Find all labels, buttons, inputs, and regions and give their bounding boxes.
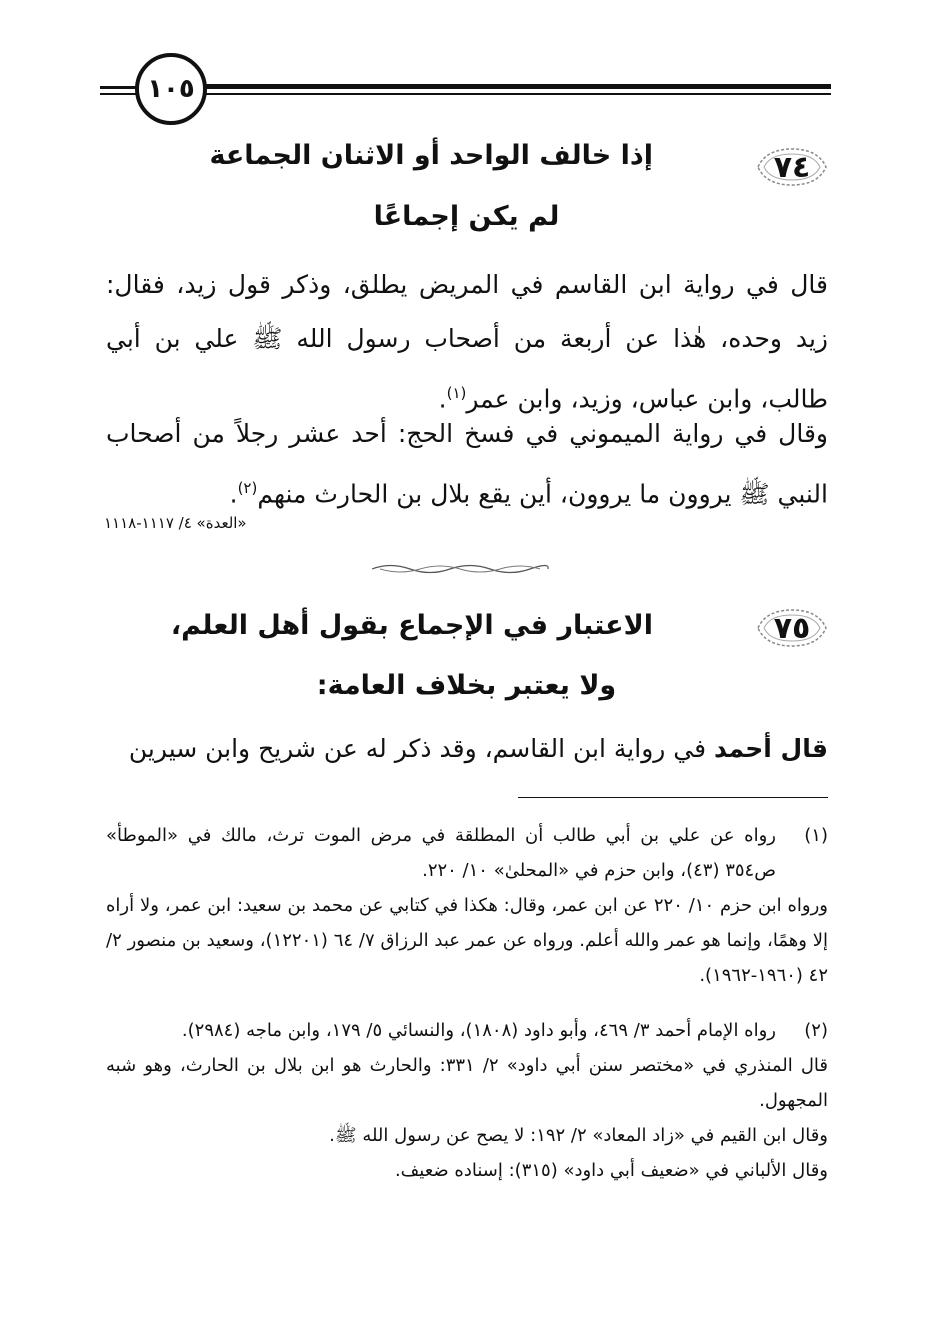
footnote-marker: (٢) [237,479,258,497]
footnote-line: رواه عن علي بن أبي طالب أن المطلقة في مرض الموت ترث، مالك في «الموطأ» ص٣٥٤ (٤٣)، وابن حزم في «المحلىٰ» ١٠/ ٢٢٠. [106,825,776,881]
paragraph-bold-text: قال أحمد [714,734,828,763]
section-text [106,722,828,776]
section-number: ٧٥ [773,610,811,646]
header-rule-thin [205,93,831,95]
footnote [106,1013,828,1188]
footnote-separator [518,797,828,798]
section-title: إذا خالف الواحد أو الاثنان الجماعة [209,140,653,171]
section-text-2 [106,407,828,521]
footnote-line: وقال الألباني في «ضعيف أبي داود» (٣١٥): إسناده ضعيف. [394,1160,828,1181]
footnote-line: وقال ابن القيم في «زاد المعاد» ٢/ ١٩٢: لا يصح عن رسول الله ﷺ. [329,1125,828,1146]
ornament-divider-icon [370,562,550,576]
paragraph: قال في رواية ابن القاسم في المريض يطلق، وذكر قول زيد، فقال: زيد وحده، هٰذا عن أربعة من أصحاب رسول الله ﷺ علي بن أبي طالب، وابن عباس، وزيد، وابن عمر$^{(١)}$. [106,270,828,414]
source-reference: «العدة» ٤/ ١١١٧-١١١٨ [104,514,247,532]
section-subtitle: ولا يعتبر بخلاف العامة: [316,670,617,701]
paragraph-text: في رواية ابن القاسم، وقد ذكر له عن شريح وابن سيرين [128,734,715,763]
paragraph-text: وقال في رواية الميموني في فسخ الحج: أحد عشر رجلاً من أصحاب النبي ﷺ يروون ما يروون، أين يقع بلال بن الحارث منهم [106,419,828,509]
footnote [106,818,828,993]
section-title: الاعتبار في الإجماع بقول أهل العلم، [170,610,653,641]
section-subtitle: لم يكن إجماعًا [373,201,560,232]
footnote-line: قال المنذري في «مختصر سنن أبي داود» ٢/ ٣٣١: والحارث هو ابن بلال بن الحارث، وهو شبه المجهول. [106,1055,829,1111]
footnote-number: (٢) [804,1020,828,1041]
footnote-line: ورواه ابن حزم ١٠/ ٢٢٠ عن ابن عمر، وقال: هكذا في كتابي عن محمد بن سعيد: ابن عمر، ولا أراه إلا وهمًا، وإنما هو عمر والله أعلم. ورواه عن عمر عبد الرزاق ٧/ ٦٤ (١٢٢٠١)، وسعيد بن منصور ٢/ ٤٢ (١٩٦٠-١٩٦٢). [106,895,828,986]
page-number: ١٠٥ [135,53,207,125]
footnote-marker: (١) [446,384,467,402]
section-number-badge [752,604,832,652]
header-rule [205,84,831,89]
header-rule-left [100,86,140,89]
paragraph-text: قال في رواية ابن القاسم في المريض يطلق، وذكر قول زيد، فقال: زيد وحده، هٰذا عن أربعة من أصحاب رسول الله ﷺ علي بن أبي طالب، وابن عباس، وزيد، وابن عمر [106,270,828,414]
header-rule-left-thin [100,93,140,95]
footnote-line: رواه الإمام أحمد ٣/ ٤٦٩، وأبو داود (١٨٠٨)، والنسائي ٥/ ١٧٩، وابن ماجه (٢٩٨٤). [181,1020,776,1041]
section-text [106,258,828,426]
footnote-number: (١) [804,825,828,846]
paragraph: وقال في رواية الميموني في فسخ الحج: أحد عشر رجلاً من أصحاب النبي ﷺ يروون ما يروون، أين يقع بلال بن الحارث منهم$^{(٢)}$. [106,419,828,509]
paragraph [106,722,828,776]
section-number-badge [752,143,832,191]
section-number: ٧٤ [773,149,811,185]
